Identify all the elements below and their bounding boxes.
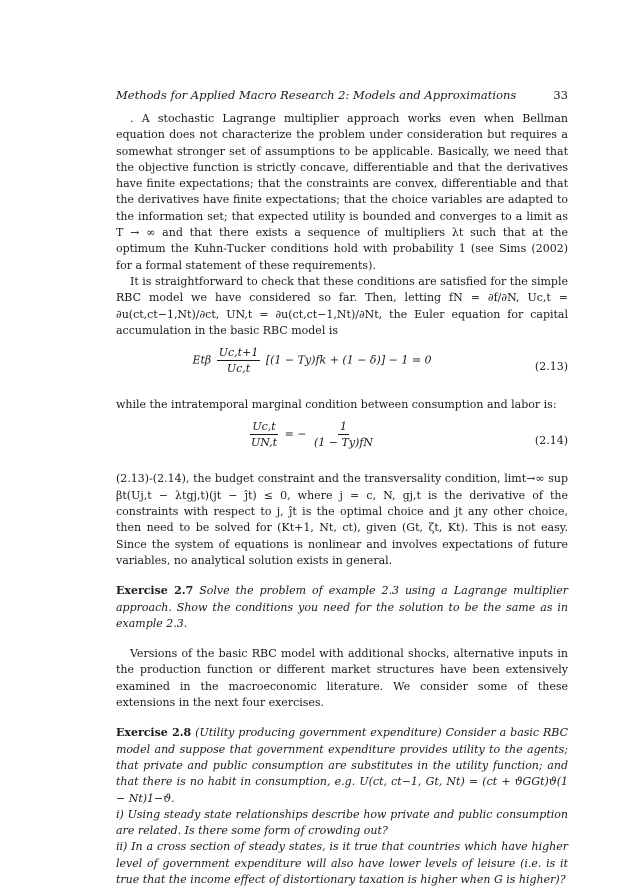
eq214-fraction-2 [312,419,375,450]
running-head: Methods for Applied Macro Research 2: Models and Approximations [116,88,517,102]
page-header [116,88,568,106]
eq214-frac2-den: (1 − Ty)fN [314,436,374,450]
eq214-frac2-num: 1 [340,420,348,434]
eq213-right: [(1 − Ty)fk + (1 − δ)] − 1 = 0 [265,353,432,367]
exercise-2-8-item-i: i) Using steady state relationships describe how private and public consumption are related. Is there some form of crowding out? [116,807,568,838]
exercise-2-8-item-ii: ii) In a cross section of steady states, is it true that countries which have higher level of government expenditure will also have lower levels of leisure (i.e. is it true that the income effect of distortionary taxation is higher when G is higher)? [116,840,568,886]
exercise-2-8-text: (Utility producing government expenditure) Consider a basic RBC model and suppose that government expenditure provides utility to the agents; that private and public consumption are substitutes in the utility function; and that there is no habit in consumption, e.g. U(ct, ct−1, Gt, Nt) = (ct + ϑGGt)ϑ(1 − Nt)1−ϑ. [116,726,568,805]
exercise-2-8 [116,725,568,806]
eq213-frac-num: Uc,t+1 [218,346,259,360]
paragraph-intratemporal: while the intratemporal marginal condition between consumption and labor is: [116,398,557,412]
eq213-number: (2.13) [534,360,568,374]
paragraph-extensions: Versions of the basic RBC model with additional shocks, alternative inputs in the production function or different market structures have been extensively examined in the macroeconomic literature. We consider some of these extensions in the next four exercises. [116,647,568,710]
exercise-2-7-text: Solve the problem of example 2.3 using a Lagrange multiplier approach. Show the conditions you need for the solution to be the same as in example 2.3. [116,584,568,630]
eq214-frac1-num: Uc,t [252,420,276,434]
exercise-2-8-label: Exercise 2.8 [116,726,192,740]
paragraph-conditions: It is straightforward to check that these conditions are satisfied for the simple RBC model we have considered so far. Then, letting fN = ∂f/∂N, Uc,t = ∂u(ct,ct−1,Nt)/∂ct, UN,t = ∂u(ct,ct−1,Nt)/∂Nt, the Euler equation for capital accumulation in the basic RBC model is [116,274,568,337]
paragraph-transversality: (2.13)-(2.14), the budget constraint and the transversality condition, limt→∞ sup βt(Uj,t − λtgj,t)(jt − ĵt) ≤ 0, where j = c, N, gj,t is the derivative of the constraints with respect to j, ĵt is the optimal choice and jt any other choice, then need to be solved for (Kt+1, Nt, ct), given (Gt, ζt, Kt). This is not easy. Since the system of equations is nonlinear and involves expectations of future variables, no analytical solution exists in general. [116,472,568,567]
eq213-left: Etβ [192,353,212,367]
page-body [116,111,568,888]
equation-2-13 [116,345,568,391]
page-number: 33 [553,88,568,102]
paragraph-lagrange: . A stochastic Lagrange multiplier approach works even when Bellman equation does not characterize the problem under consideration but requires a somewhat stronger set of assumptions to be applicable. Basically, we need that the objective function is strictly concave, differentiable and that the derivatives have finite expectations; that the constraints are convex, differentiable and that the derivatives have finite expectations; that the choice variables are adapted to the information set; that expected utility is bounded and converges to a limit as T → ∞ and that there exists a sequence of multipliers λt such that at the optimum the Kuhn-Tucker conditions hold with probability 1 (see Sims (2002) for a formal statement of these requirements). [116,112,568,272]
eq214-frac1-den: UN,t [250,436,278,450]
eq214-fraction-1 [249,419,279,450]
exercise-2-7 [116,583,568,632]
exercise-2-7-label: Exercise 2.7 [116,584,194,598]
eq214-mid: = − [284,427,307,441]
eq214-number: (2.14) [534,434,568,448]
eq213-fraction [217,345,261,376]
equation-2-14 [116,419,568,465]
eq213-frac-den: Uc,t [226,362,251,376]
